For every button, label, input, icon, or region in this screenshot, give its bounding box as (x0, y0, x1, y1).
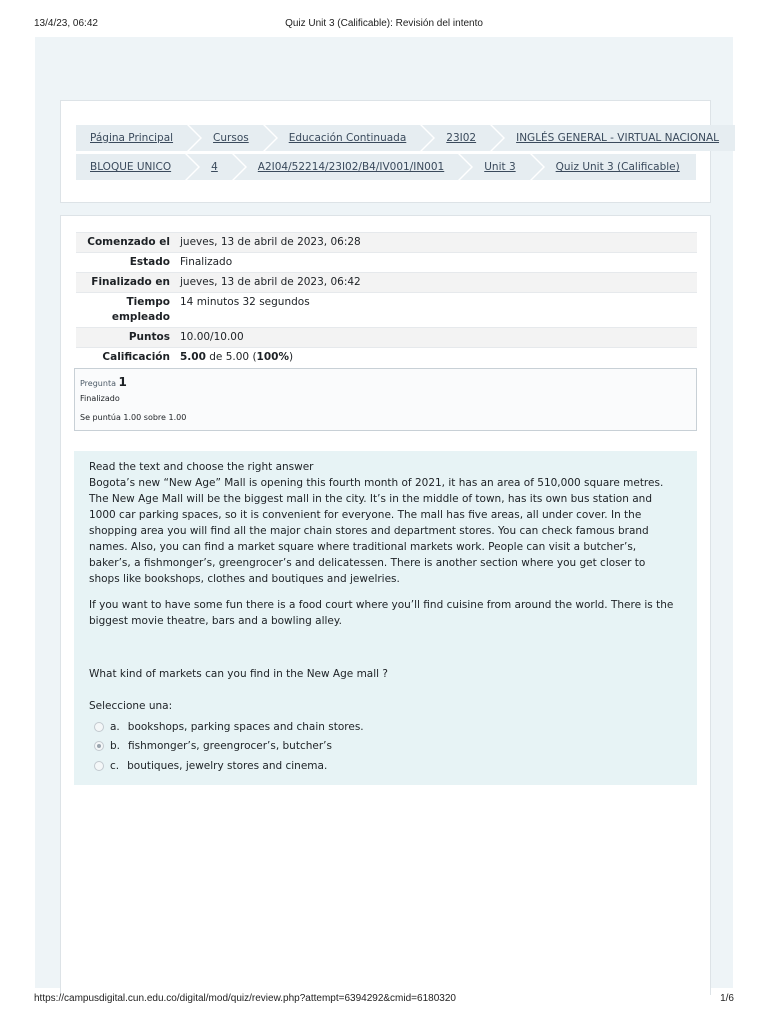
answer-letter: c. (110, 759, 120, 772)
answer-option-c[interactable] (94, 756, 654, 776)
answer-prompt: Seleccione una: (89, 700, 173, 712)
answer-options (94, 717, 654, 776)
summary-row-points (76, 328, 697, 348)
print-footer (34, 993, 734, 1007)
breadcrumb-item-block[interactable] (76, 154, 185, 180)
breadcrumb (76, 125, 737, 151)
breadcrumb-item-course[interactable] (234, 154, 458, 180)
answer-text: fishmonger’s, greengrocer’s, butcher’s (128, 740, 332, 753)
radio-button[interactable] (94, 722, 104, 732)
summary-value: Finalizado (180, 256, 233, 268)
grade-rest: de 5.00 ( (205, 351, 257, 363)
summary-label: Tiempo empleado (111, 296, 170, 323)
breadcrumb-link[interactable]: Unit 3 (484, 161, 516, 173)
summary-value: jueves, 13 de abril de 2023, 06:42 (180, 276, 361, 288)
breadcrumb-item-home[interactable] (76, 125, 187, 151)
breadcrumb-item-category[interactable] (265, 125, 421, 151)
summary-value: 10.00/10.00 (180, 331, 244, 343)
summary-row-state (76, 253, 697, 273)
question-grade: Se puntúa 1.00 sobre 1.00 (80, 413, 187, 422)
summary-label: Finalizado en (91, 276, 170, 288)
radio-button[interactable] (94, 761, 104, 771)
reading-paragraph-1: Bogota’s new “New Age” Mall is opening this fourth month of 2021, it has an area of 510,000 square metres. The New Age Mall will be the biggest mall in the city. It’s in the middle of town, has its own bus station and 1000 car parking spaces, so it is convenient for everyone. The mall has five areas, all under cover. In the shopping area you will find all the major chain stores and department stores. You can check famous brand names. Also, you can find a market square where traditional markets work. People can visit a butcher’s, baker’s, a fishmonger’s, greengrocer’s and delicatessen. There is another section where you get closer to shops like bookshops, clothes and boutiques and jewelries. (89, 477, 664, 585)
grade-close: ) (289, 351, 294, 363)
answer-letter: b. (110, 740, 121, 753)
answer-text: bookshops, parking spaces and chain stores. (127, 720, 364, 733)
breadcrumb-link[interactable]: 4 (211, 161, 218, 173)
grade-value: 5.00 (180, 351, 206, 363)
breadcrumb-card (60, 100, 720, 203)
answer-option-b[interactable] (94, 737, 654, 757)
print-page-number: 1/6 (720, 993, 734, 1004)
reading-paragraph-2: If you want to have some fun there is a food court where you’ll find cuisine from around the world. There is the biggest movie theatre, bars and a bowling alley. (89, 599, 674, 627)
question-instruction: Read the text and choose the right answer (89, 461, 314, 473)
summary-row-started (76, 233, 697, 253)
answer-text: boutiques, jewelry stores and cinema. (127, 759, 328, 772)
answer-option-a[interactable] (94, 717, 654, 737)
breadcrumb-item-program[interactable] (492, 125, 735, 151)
print-title: Quiz Unit 3 (Calificable): Revisión del intento (285, 18, 483, 29)
breadcrumb-link[interactable]: 23I02 (446, 132, 477, 144)
summary-value (176, 348, 697, 368)
print-header (34, 18, 734, 32)
summary-label: Calificación (102, 351, 170, 363)
print-url: https://campusdigital.cun.edu.co/digital/mod/quiz/review.php?attempt=6394292&cmid=6180320 (34, 993, 456, 1004)
question-state: Finalizado (80, 394, 120, 403)
summary-value: 14 minutos 32 segundos (180, 296, 310, 308)
question-info-box (74, 368, 697, 431)
breadcrumb-link[interactable]: INGLÉS GENERAL - VIRTUAL NACIONAL (516, 132, 720, 144)
breadcrumb-link[interactable]: Quiz Unit 3 (Calificable) (555, 161, 680, 173)
breadcrumb-link[interactable]: Cursos (213, 132, 249, 144)
breadcrumb-item-quiz[interactable] (532, 154, 696, 180)
question-number-value: 1 (118, 375, 127, 389)
grade-percent: 100% (256, 351, 289, 363)
summary-label: Estado (129, 256, 170, 268)
breadcrumb-link[interactable]: Educación Continuada (288, 132, 407, 144)
attempt-summary-table (76, 232, 697, 367)
question-text: What kind of markets can you find in the New Age mall ? (89, 668, 388, 680)
summary-label: Puntos (128, 331, 170, 343)
summary-row-time (76, 293, 697, 328)
radio-button-selected[interactable] (94, 741, 104, 751)
summary-row-grade (76, 348, 697, 368)
answer-letter: a. (110, 720, 120, 733)
summary-value: jueves, 13 de abril de 2023, 06:28 (180, 236, 361, 248)
breadcrumb-link[interactable]: A2I04/52214/23I02/B4/IV001/IN001 (257, 161, 445, 173)
summary-row-finished (76, 273, 697, 293)
question-formulation (74, 451, 697, 785)
print-datetime: 13/4/23, 06:42 (34, 18, 98, 29)
quiz-review-card (60, 215, 711, 995)
question-label: Pregunta (80, 379, 116, 388)
breadcrumb-link[interactable]: BLOQUE UNICO (90, 161, 172, 173)
breadcrumb (76, 154, 698, 180)
breadcrumb-link[interactable]: Página Principal (90, 132, 174, 144)
question-number (80, 375, 127, 389)
summary-label: Comenzado el (87, 236, 170, 248)
